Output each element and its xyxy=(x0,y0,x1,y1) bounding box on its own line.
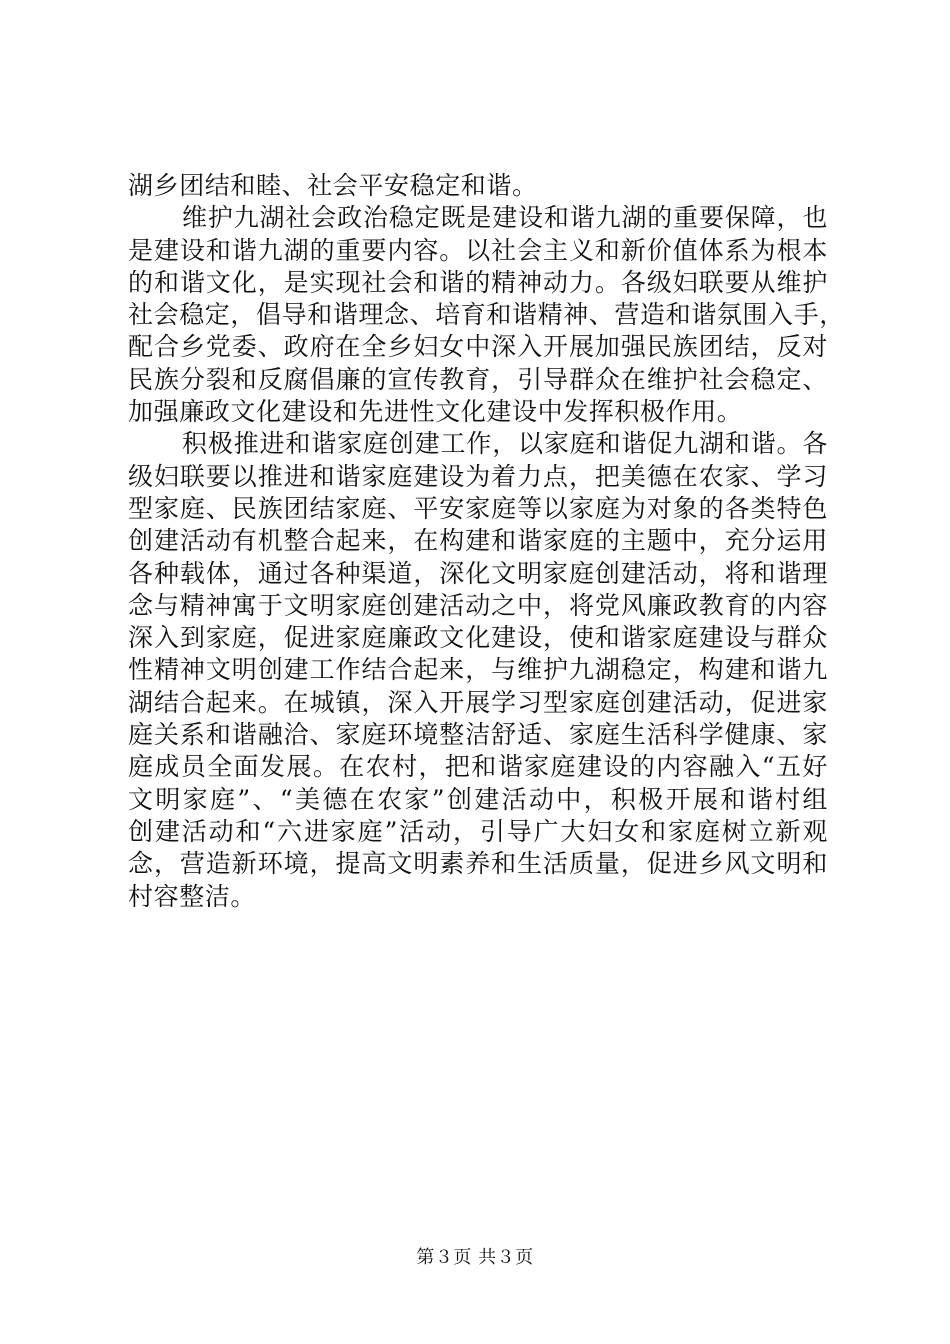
text-line: 民族分裂和反腐倡廉的宣传教育，引导群众在维护社会稳定、 xyxy=(128,364,828,394)
text-line: 各种载体，通过各种渠道，深化文明家庭创建活动，将和谐理 xyxy=(128,558,828,588)
text-line: 级妇联要以推进和谐家庭建设为着力点，把美德在农家、学习 xyxy=(128,461,828,491)
text-line: 文明家庭”、“美德在农家”创建活动中，积极开展和谐村组 xyxy=(128,784,828,814)
text-line: 创建活动和“六进家庭”活动，引导广大妇女和家庭树立新观 xyxy=(128,816,828,846)
text-line: 湖结合起来。在城镇，深入开展学习型家庭创建活动，促进家 xyxy=(128,687,828,717)
text-line: 积极推进和谐家庭创建工作，以家庭和谐促九湖和谐。各 xyxy=(182,429,828,459)
paragraph xyxy=(128,428,828,912)
text-line: 庭成员全面发展。在农村，把和谐家庭建设的内容融入“五好 xyxy=(128,752,828,782)
paragraph xyxy=(128,202,845,428)
text-line: 社会稳定，倡导和谐理念、培育和谐精神、营造和谐氛围入手， xyxy=(128,300,845,330)
text-line: 念与精神寓于文明家庭创建活动之中，将党风廉政教育的内容 xyxy=(128,590,828,620)
text-line: 的和谐文化，是实现社会和谐的精神动力。各级妇联要从维护 xyxy=(128,267,828,297)
text-line: 深入到家庭，促进家庭廉政文化建设，使和谐家庭建设与群众 xyxy=(128,623,828,653)
text-line: 念，营造新环境，提高文明素养和生活质量，促进乡风文明和 xyxy=(128,849,828,879)
text-line: 配合乡党委、政府在全乡妇女中深入开展加强民族团结，反对 xyxy=(128,332,828,362)
text-line: 型家庭、民族团结家庭、平安家庭等以家庭为对象的各类特色 xyxy=(128,493,828,523)
text-line: 加强廉政文化建设和先进性文化建设中发挥积极作用。 xyxy=(128,397,743,427)
text-line: 庭关系和谐融洽、家庭环境整洁舒适、家庭生活科学健康、家 xyxy=(128,720,828,750)
text-line: 村容整洁。 xyxy=(128,881,257,911)
text-line: 创建活动有机整合起来，在构建和谐家庭的主题中，充分运用 xyxy=(128,526,828,556)
paragraph xyxy=(128,170,828,202)
page-footer: 第３页 共３页 xyxy=(416,1247,534,1268)
text-line: 是建设和谐九湖的重要内容。以社会主义和新价值体系为根本 xyxy=(128,235,828,265)
text-line: 维护九湖社会政治稳定既是建设和谐九湖的重要保障，也 xyxy=(182,203,828,233)
text-line: 性精神文明创建工作结合起来，与维护九湖稳定，构建和谐九 xyxy=(128,655,828,685)
body-text xyxy=(128,170,845,913)
text-line: 湖乡团结和睦、社会平安稳定和谐。 xyxy=(128,171,538,200)
